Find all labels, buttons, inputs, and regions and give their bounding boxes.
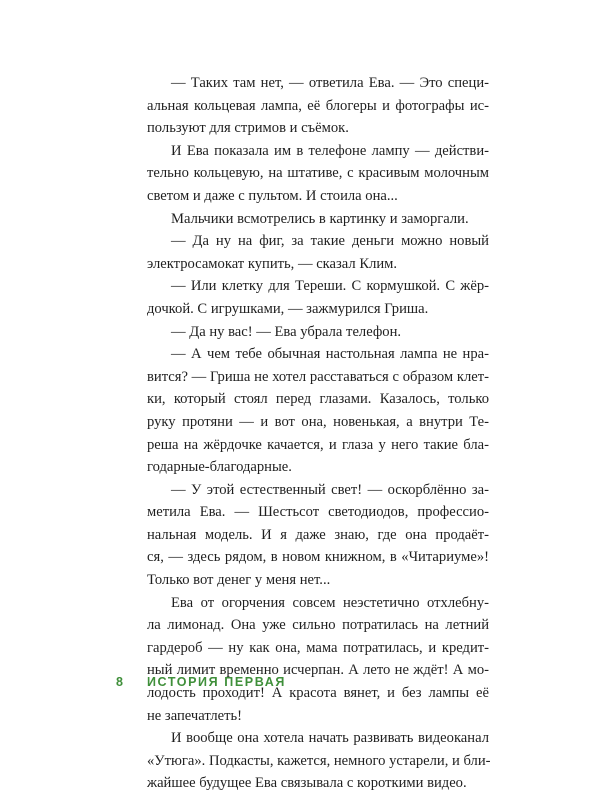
text-line: Только вот денег у меня нет... xyxy=(147,572,331,589)
text-line: руку протяни — и вот она, новенькая, а внутри Те- xyxy=(147,413,489,430)
text-line: — У этой естественный свет! — оскорблённо за- xyxy=(171,481,489,498)
text-line: — Или клетку для Тереши. С кормушкой. С жёр- xyxy=(171,278,489,295)
text-line: Мальчики всмотрелись в картинку и заморгали. xyxy=(171,210,469,227)
text-line: пользуют для стримов и съёмок. xyxy=(147,120,349,137)
text-line: «Утюга». Подкасты, кажется, немного устарели, и бли- xyxy=(147,752,491,769)
text-line: годарные-благодарные. xyxy=(147,459,292,476)
text-line: — Таких там нет, — ответила Ева. — Это специ- xyxy=(171,75,489,91)
text-line: И Ева показала им в телефоне лампу — действи- xyxy=(171,142,489,159)
text-line: ся, — здесь рядом, в новом книжном, в «Читариуме»! xyxy=(147,549,489,566)
text-line: — Да ну вас! — Ева убрала телефон. xyxy=(171,323,402,340)
chapter-title: ИСТОРИЯ ПЕРВАЯ xyxy=(146,675,286,689)
text-line: светом и даже с пультом. И стоила она... xyxy=(147,187,398,204)
text-line: метила Ева. — Шестьсот светодиодов, профессио- xyxy=(147,504,489,521)
text-line: лодость проходит! А красота вянет, и без лампы её xyxy=(147,685,489,702)
text-line: альная кольцевая лампа, её блогеры и фотографы ис- xyxy=(147,97,489,114)
text-line: не запечатлеть! xyxy=(147,707,243,724)
text-line: — Да ну на фиг, за такие деньги можно новый xyxy=(171,233,489,250)
text-line: И вообще она хотела начать развивать видеоканал xyxy=(171,730,489,747)
text-line: реша на жёрдочке качается, и глаза у него такие бла- xyxy=(147,436,489,453)
text-line: ный лимит временно исчерпан. А лето не ждёт! А мо- xyxy=(147,662,489,679)
text-line: нальная модель. И я даже знаю, где она продаёт- xyxy=(147,526,489,543)
page-number: 8 xyxy=(116,675,123,689)
text-line: ла лимонад. Она уже сильно потратилась на летний xyxy=(147,617,489,634)
text-line: гардероб — ну как она, мама потратилась, и кредит- xyxy=(147,639,489,656)
text-line: ки, который стоял перед глазами. Казалось, только xyxy=(147,391,489,408)
page-footer xyxy=(116,675,286,689)
text-line: тельно кольцевую, на штативе, с красивым молочным xyxy=(147,165,489,182)
text-line: электросамокат купить, — сказал Клим. xyxy=(147,255,398,272)
text-line: вится? — Гриша не хотел расставаться с образом клет- xyxy=(147,368,489,385)
text-line: жайшее будущее Ева связывала с короткими видео. xyxy=(147,775,467,792)
text-line: — А чем тебе обычная настольная лампа не нра- xyxy=(171,346,489,363)
text-line: Ева от огорчения совсем неэстетично отхлебну- xyxy=(171,594,489,611)
text-line: дочкой. С игрушками, — зажмурился Гриша. xyxy=(147,300,429,317)
